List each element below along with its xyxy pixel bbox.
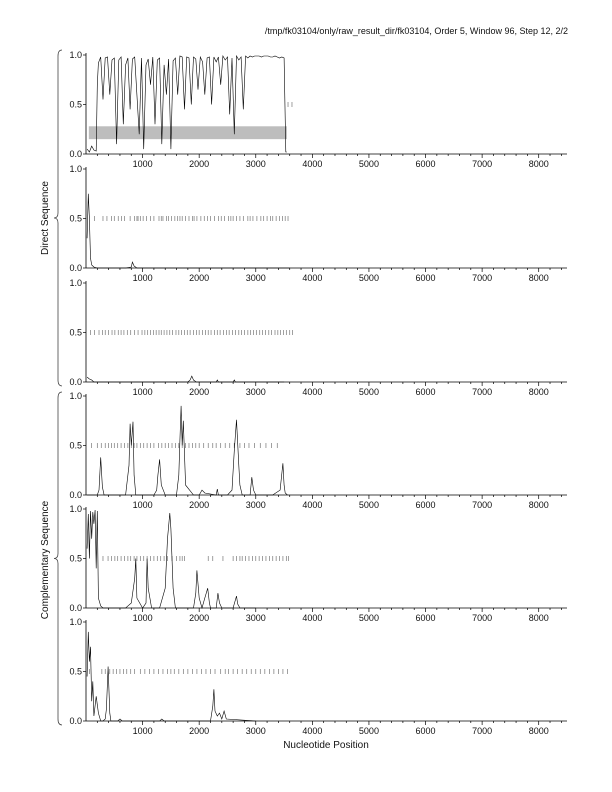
x-tick-label-2-6: 7000 bbox=[472, 387, 493, 397]
x-tick-label-1-5: 6000 bbox=[415, 273, 436, 283]
x-tick-label-5-6: 7000 bbox=[472, 726, 493, 736]
x-tick-label-0-5: 6000 bbox=[415, 159, 436, 169]
y-tick-label-0-0: 0.0 bbox=[69, 149, 82, 159]
group-label-direct: Direct Sequence bbox=[40, 181, 51, 255]
y-tick-label-0-1: 0.5 bbox=[69, 99, 82, 110]
data-trace-1-0 bbox=[87, 194, 290, 268]
x-tick-label-2-2: 3000 bbox=[245, 387, 266, 397]
x-tick-label-1-0: 1000 bbox=[132, 273, 153, 283]
y-tick-label-1-0: 0.0 bbox=[69, 263, 82, 273]
x-tick-label-3-5: 6000 bbox=[415, 500, 436, 510]
x-tick-label-3-1: 2000 bbox=[189, 500, 210, 510]
x-tick-label-2-5: 6000 bbox=[415, 387, 436, 397]
x-tick-label-0-7: 8000 bbox=[528, 159, 549, 169]
y-tick-label-3-1: 0.5 bbox=[69, 440, 82, 451]
x-tick-label-2-7: 8000 bbox=[528, 387, 549, 397]
x-tick-label-4-3: 4000 bbox=[302, 613, 323, 623]
x-tick-label-0-6: 7000 bbox=[472, 159, 493, 169]
x-tick-label-0-1: 2000 bbox=[189, 159, 210, 169]
x-tick-label-3-0: 1000 bbox=[132, 500, 153, 510]
x-tick-label-5-5: 6000 bbox=[415, 726, 436, 736]
x-tick-label-1-7: 8000 bbox=[528, 273, 549, 283]
x-tick-label-3-4: 5000 bbox=[358, 500, 379, 510]
x-tick-label-0-0: 1000 bbox=[132, 159, 153, 169]
y-tick-label-5-2: 1.0 bbox=[69, 617, 82, 627]
y-tick-label-4-0: 0.0 bbox=[69, 603, 82, 613]
y-tick-label-5-0: 0.0 bbox=[69, 716, 82, 726]
y-tick-label-3-2: 1.0 bbox=[69, 391, 82, 401]
x-tick-label-3-7: 8000 bbox=[528, 500, 549, 510]
x-tick-label-2-0: 1000 bbox=[132, 387, 153, 397]
y-tick-label-2-1: 0.5 bbox=[69, 327, 82, 338]
x-tick-label-1-4: 5000 bbox=[358, 273, 379, 283]
x-tick-label-4-7: 8000 bbox=[528, 613, 549, 623]
x-tick-label-0-3: 4000 bbox=[302, 159, 323, 169]
x-tick-label-5-0: 1000 bbox=[132, 726, 153, 736]
x-tick-label-4-1: 2000 bbox=[189, 613, 210, 623]
page-title: /tmp/fk03104/only/raw_result_dir/fk03104, Order 5, Window 96, Step 12, 2/2 bbox=[264, 26, 568, 36]
x-tick-label-4-6: 7000 bbox=[472, 613, 493, 623]
group-label-complementary: Complementary Sequence bbox=[40, 500, 51, 620]
x-tick-label-1-6: 7000 bbox=[472, 273, 493, 283]
x-tick-label-2-1: 2000 bbox=[189, 387, 210, 397]
x-tick-label-4-5: 6000 bbox=[415, 613, 436, 623]
shaded-band-0 bbox=[89, 126, 287, 139]
x-tick-label-4-4: 5000 bbox=[358, 613, 379, 623]
x-tick-label-1-2: 3000 bbox=[245, 273, 266, 283]
y-tick-label-4-2: 1.0 bbox=[69, 504, 82, 514]
x-tick-label-2-4: 5000 bbox=[358, 387, 379, 397]
data-trace-5-0 bbox=[87, 632, 256, 721]
y-tick-label-1-1: 0.5 bbox=[69, 213, 82, 224]
x-tick-label-5-3: 4000 bbox=[302, 726, 323, 736]
data-trace-2-0 bbox=[87, 376, 284, 382]
x-tick-label-1-1: 2000 bbox=[189, 273, 210, 283]
x-tick-label-3-2: 3000 bbox=[245, 500, 266, 510]
x-tick-label-5-1: 2000 bbox=[189, 726, 210, 736]
y-tick-label-5-1: 0.5 bbox=[69, 666, 82, 677]
x-tick-label-5-2: 3000 bbox=[245, 726, 266, 736]
y-tick-label-0-2: 1.0 bbox=[69, 50, 82, 60]
y-tick-label-2-0: 0.0 bbox=[69, 377, 82, 387]
x-tick-label-3-3: 4000 bbox=[302, 500, 323, 510]
y-tick-label-1-2: 1.0 bbox=[69, 164, 82, 174]
x-axis-label: Nucleotide Position bbox=[283, 740, 369, 751]
brace-complementary bbox=[54, 392, 62, 725]
brace-direct bbox=[54, 50, 62, 386]
x-tick-label-2-3: 4000 bbox=[302, 387, 323, 397]
y-tick-label-4-1: 0.5 bbox=[69, 553, 82, 564]
y-tick-label-2-2: 1.0 bbox=[69, 278, 82, 288]
data-trace-3-0 bbox=[87, 406, 287, 495]
x-tick-label-4-0: 1000 bbox=[132, 613, 153, 623]
y-tick-label-3-0: 0.0 bbox=[69, 490, 82, 500]
x-tick-label-4-2: 3000 bbox=[245, 613, 266, 623]
x-tick-label-0-4: 5000 bbox=[358, 159, 379, 169]
x-tick-label-5-7: 8000 bbox=[528, 726, 549, 736]
data-trace-4-0 bbox=[87, 510, 256, 608]
x-tick-label-1-3: 4000 bbox=[302, 273, 323, 283]
x-tick-label-3-6: 7000 bbox=[472, 500, 493, 510]
x-tick-label-5-4: 5000 bbox=[358, 726, 379, 736]
x-tick-label-0-2: 3000 bbox=[245, 159, 266, 169]
